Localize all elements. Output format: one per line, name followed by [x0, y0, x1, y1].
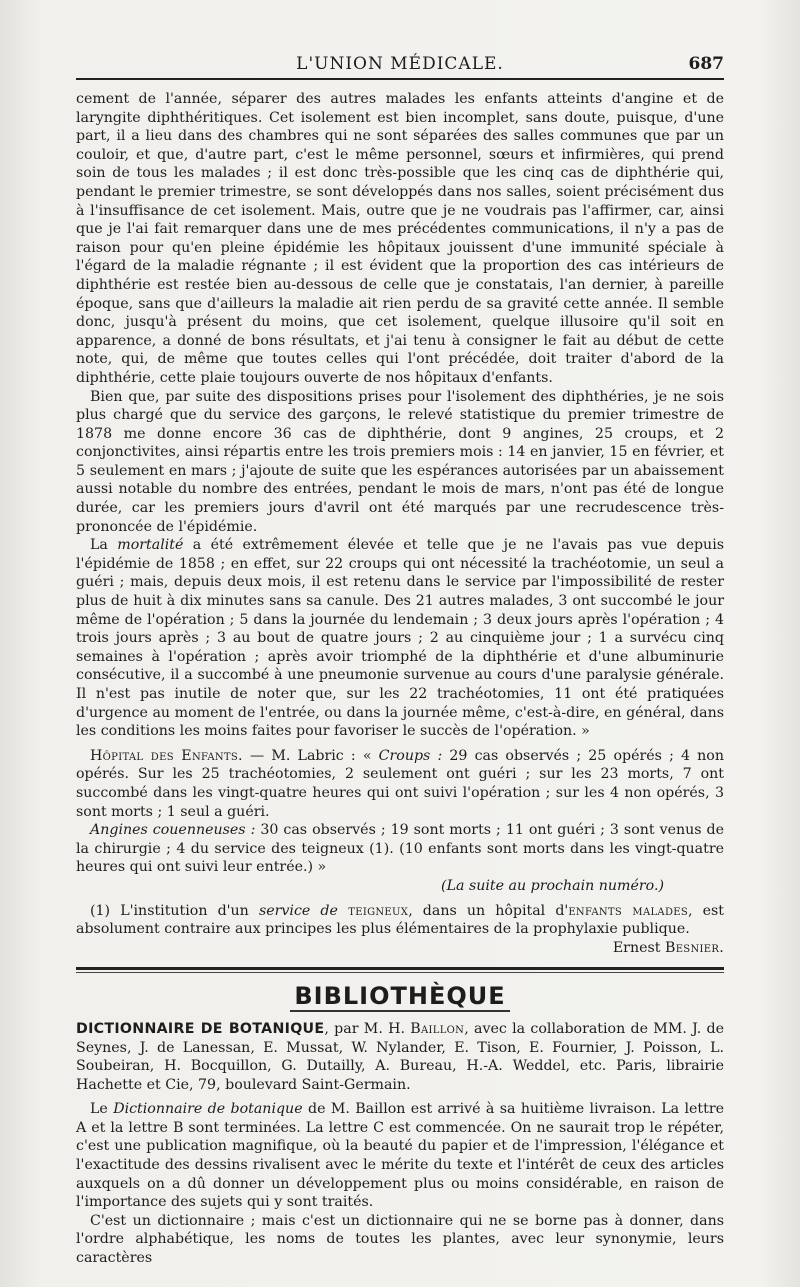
book-entry-b: , avec la collaboration de MM. J. de Seynes, J. de Lanessan, E. Mussat, W. Nylander, E. Tison, E. Fournier, J. Poisson, L. Soubeiran, H. Bocquillon, G. Dutailly, A. Bureau, H.-A. Weddel, etc. Paris, librairie Hachette et Cie, 79, boulevard Saint-Germain.: [76, 1020, 725, 1093]
footnote-teigneux: teigneux: [337, 902, 409, 919]
footnote-em: service de: [258, 902, 338, 919]
paragraph-statistique: Bien que, par suite des dispositions prises pour l'isolement des diphthéries, je ne sois plus chargé que du service des garçons, le relevé statistique du premier trimestre de 1878 me donne encore 36 cas de diphthérie, dont 9 angines, 25 croups, et 2 conjonctivites, ainsi répartis entre les trois premiers mois : 14 en janvier, 15 en février, et 5 seulement en mars ; j'ajoute de suite que les espérances autorisées par un abaissement aussi notable du nombre des entrées, pendant le mois de mars, n'ont pas été de longue durée, car les premiers jours d'avril ont été marqués par une recrudescence très-prononcée de l'épidémie.: [76, 388, 724, 535]
mortalite-lead: La: [90, 537, 118, 554]
paragraph-angines: [76, 821, 724, 877]
angines-term: Angines couenneuses :: [90, 822, 256, 839]
footnote-text-c: , est absolument contraire aux principes les plus élémentaires de la prophylaxie publique.: [76, 902, 725, 938]
hopital-text-b: 29 cas observés ; 25 opérés ; 4 non opérés. Sur les 25 trachéotomies, 2 seulement ont guéri ; sur les 23 morts, 7 ont succombé dans les vingt-quatre heures qui ont suivi l'opération ; sur les 4 non opérés, 3 sont morts ; 1 seul a guéri.: [76, 747, 724, 820]
review-book-title: Dictionnaire de botanique: [113, 1101, 303, 1118]
page-number: 687: [688, 54, 724, 74]
title-rule: [290, 1010, 510, 1012]
section-divider-thin: [76, 972, 724, 973]
book-entry: [76, 1020, 724, 1094]
footnote-enfants: enfants malades: [568, 902, 689, 919]
review-text: de M. Baillon est arrivé à sa huitième livraison. La lettre A et la lettre B sont terminées. La lettre C est commencée. On ne saurait trop le répéter, c'est une publication magnifique, où la beauté du papier et de l'impression, l'élégance et l'exactitude des dessins rivalisent avec le mérite du texte et l'intérêt de ceux des articles auxquels on a dû donner un développement plus ou moins considérable, en raison de l'importance des sujets qui y sont traités.: [76, 1101, 725, 1211]
book-entry-a: , par M. H.: [324, 1020, 411, 1037]
hopital-heading: Hôpital des Enfants.: [90, 747, 243, 764]
paragraph-isolement: cement de l'année, séparer des autres malades les enfants atteints d'angine et de laryngite diphthéritiques. Cet isolement est bien incomplet, sans doute, puisque, d'une part, il a lieu dans des chambres qui ne sont séparées des salles communes que par un couloir, et que, d'autre part, c'est le même personnel, sœurs et infirmières, qui prend soin de tous les malades ; il est donc très-possible que les cinq cas de diphthérie qui, pendant le premier trimestre, se sont développés dans nos salles, soient précisément dus à l'insuffisance de cet isolement. Mais, outre que je ne voudrais pas l'affirmer, car, ainsi que je l'ai fait remarquer dans une de mes précédentes communications, il n'y a pas de raison pour qu'en pleine épidémie les hôpitaux jouissent d'une immunité spéciale à l'égard de la maladie régnante ; il est évident que la proportion des cas intérieurs de diphthérie est restée bien au-dessous de celle que je constatais, l'an dernier, à pareille époque, sans que d'ailleurs la maladie ait rien perdu de sa gravité cette année. Il semble donc, jusqu'à présent du moins, que cet isolement, quelque illusoire qu'il soit en apparence, a donné de bons résultats, et j'ai tenu à consigner le fait au début de cette note, qui, de même que toutes celles qui l'ont précédée, doit traiter d'abord de la diphthérie, cette plaie toujours ouverte de nos hôpitaux d'enfants.: [76, 91, 724, 386]
running-title: L'UNION MÉDICALE.: [296, 54, 504, 74]
author-signature: [76, 939, 724, 958]
book-title: DICTIONNAIRE DE BOTANIQUE: [76, 1020, 325, 1037]
hopital-text-a: — M. Labric : «: [242, 747, 379, 764]
review-paragraph-2: C'est un dictionnaire ; mais c'est un dictionnaire qui ne se borne pas à donner, dans l'ordre alphabétique, les noms de toutes les plantes, avec leur synonymie, leurs caractères: [76, 1212, 724, 1267]
book-author: Baillon: [410, 1020, 465, 1037]
review-lead: Le: [90, 1101, 114, 1118]
signature-first: Ernest: [612, 939, 665, 956]
mortalite-term: mortalité: [117, 537, 184, 554]
croups-term: Croups :: [378, 747, 443, 764]
signature-last: Besnier.: [664, 939, 724, 956]
paragraph-mortalite: [76, 536, 724, 741]
mortalite-text: a été extrêmement élevée et telle que je ne l'avais pas vue depuis l'épidémie de 1858 ; en effet, sur 22 croups qui ont nécessité la trachéotomie, un seul a guéri ; mais, depuis deux mois, il est retenu dans le service par l'impossibilité de rester plus de huit à dix minutes sans sa canule. Des 21 autres malades, 3 ont succombé le jour même de l'opération ; 5 dans la journée du lendemain ; 3 deux jours après l'opération ; 4 trois jours après ; 3 au bout de quatre jours ; 2 au cinquième jour ; 1 a survécu cinq semaines à l'opération ; après avoir triomphé de la diphthérie et d'une albuminurie consécutive, il a succombé à une pneumonie survenue au cours d'une paralysie générale. Il n'est pas inutile de noter que, sur les 22 trachéotomies, 11 ont été pratiquées d'urgence au moment de l'entrée, ou dans la journée même, c'est-à-dire, en général, dans les conditions les moins faites pour favoriser le succès de l'opération. »: [76, 537, 725, 740]
article-body: [76, 90, 724, 1268]
review-paragraph-1: [76, 1100, 724, 1212]
running-head: [76, 48, 724, 80]
angines-text: 30 cas observés ; 19 sont morts ; 11 ont guéri ; 3 sont venus de la chirurgie ; 4 du service des teigneux (1). (10 enfants sont morts dans les vingt-quatre heures qui ont suivi leur entrée.) »: [76, 822, 725, 876]
footnote-text-a: (1) L'institution d'un: [90, 902, 259, 919]
paragraph-hopital-enfants: [76, 747, 724, 821]
continued-note: (La suite au prochain numéro.): [441, 877, 664, 894]
section-divider: [76, 967, 724, 970]
footnote-text-b: , dans un hôpital d': [408, 902, 569, 919]
footnote: [76, 902, 724, 939]
section-title: BIBLIOTHÈQUE: [294, 982, 506, 1011]
